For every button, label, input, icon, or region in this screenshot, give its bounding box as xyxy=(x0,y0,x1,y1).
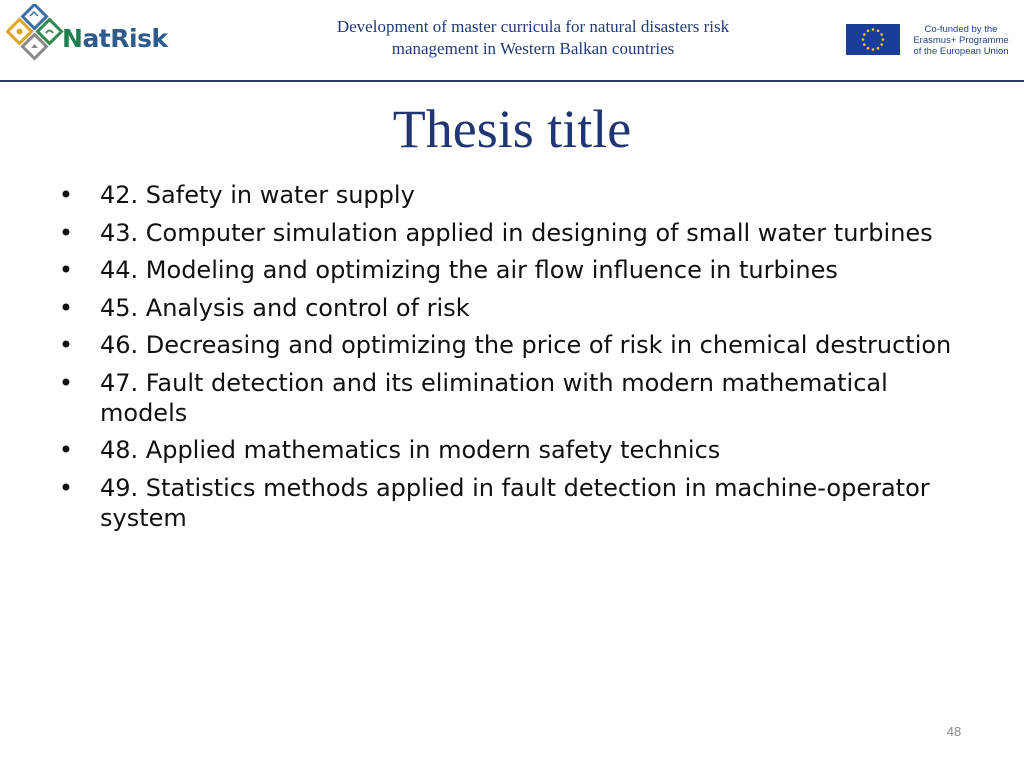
thesis-item-text: 47. Fault detection and its elimination with modern mathematical models xyxy=(100,368,888,427)
bullet-dot-icon: • xyxy=(58,368,74,397)
eu-text-line-1: Co-funded by the xyxy=(924,24,998,35)
header-divider xyxy=(0,80,1024,82)
bullet-dot-icon: • xyxy=(58,218,74,247)
eu-cofunding-text xyxy=(905,24,1017,57)
thesis-item-text: 49. Statistics methods applied in fault detection in machine-operator system xyxy=(100,473,930,532)
bullet-dot-icon: • xyxy=(58,473,74,502)
header-project-title xyxy=(240,16,826,60)
thesis-item-text: 48. Applied mathematics in modern safety technics xyxy=(100,436,721,464)
natrisk-diamond-logo-icon xyxy=(6,4,70,72)
bullet-dot-icon: • xyxy=(58,331,74,359)
thesis-item-text: 42. Safety in water supply xyxy=(100,181,415,209)
bullet-dot-icon: • xyxy=(58,293,74,322)
eu-text-line-3: of the European Union xyxy=(913,46,1009,57)
thesis-item xyxy=(58,218,958,248)
slide-header xyxy=(0,0,1024,80)
header-title-line-2: management in Western Balkan countries xyxy=(391,39,675,58)
thesis-item-text: 43. Computer simulation applied in designing of small water turbines xyxy=(100,218,933,247)
eu-flag-icon xyxy=(846,24,900,55)
thesis-list xyxy=(58,180,958,540)
thesis-item xyxy=(58,473,958,533)
thesis-item xyxy=(58,255,958,285)
logo-wordmark: NatRisk xyxy=(62,24,168,53)
thesis-item-text: 44. Modeling and optimizing the air flow influence in turbines xyxy=(100,256,838,284)
bullet-dot-icon: • xyxy=(58,256,74,284)
thesis-item xyxy=(58,368,958,428)
thesis-item xyxy=(58,330,958,360)
bullet-dot-icon: • xyxy=(58,181,74,209)
natrisk-logo xyxy=(6,4,166,72)
thesis-item-text: 46. Decreasing and optimizing the price of risk in chemical destruction xyxy=(100,331,952,359)
page-number: 48 xyxy=(946,724,962,739)
header-title-line-1: Development of master curricula for natural disasters risk xyxy=(336,17,730,36)
thesis-item xyxy=(58,435,958,465)
thesis-item xyxy=(58,180,958,210)
bullet-dot-icon: • xyxy=(58,436,74,464)
thesis-item-text: 45. Analysis and control of risk xyxy=(100,293,470,322)
thesis-item xyxy=(58,293,958,323)
eu-text-line-2: Erasmus+ Programme xyxy=(913,35,1009,46)
slide-title: Thesis title xyxy=(392,99,632,159)
